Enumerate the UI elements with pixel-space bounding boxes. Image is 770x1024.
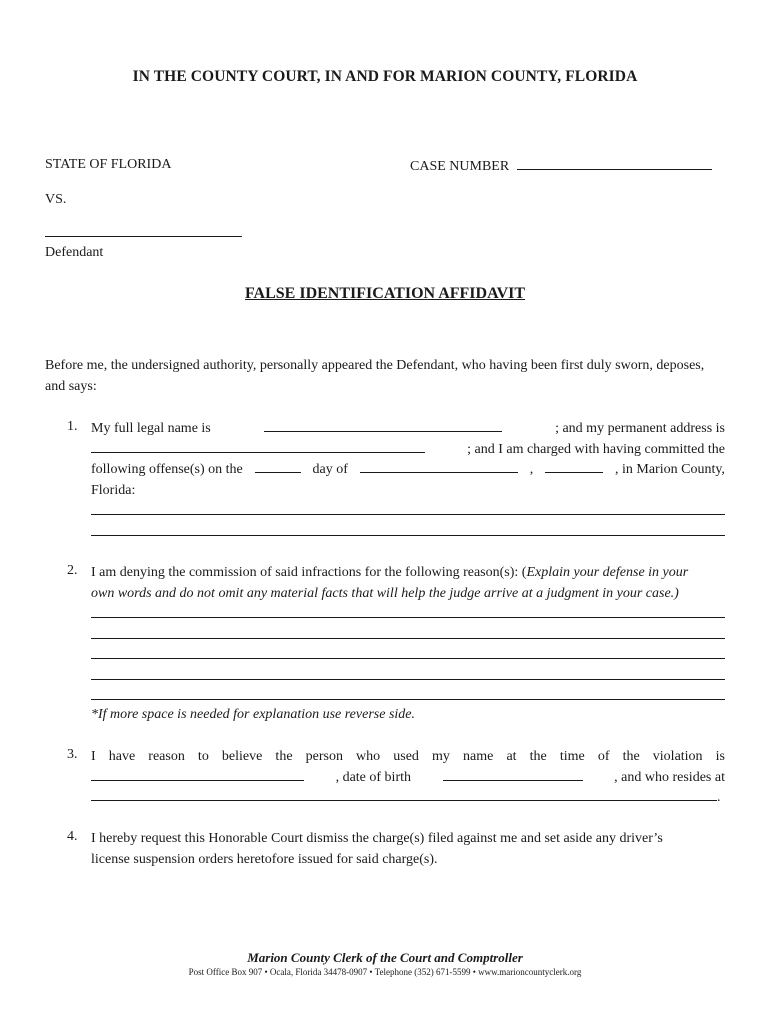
permanent-address-field[interactable] bbox=[91, 440, 425, 453]
item-3-text-4: . bbox=[717, 790, 721, 805]
item-2-instruction-2: own words and do not omit any material facts that will help the judge arrive at a judgment in your case.) bbox=[91, 585, 679, 601]
item-1-text-5: day of bbox=[312, 462, 348, 477]
defendant-name-field[interactable] bbox=[45, 236, 242, 237]
document-title: FALSE IDENTIFICATION AFFIDAVIT bbox=[244, 285, 526, 302]
item-1-text-7: , in Marion County, bbox=[615, 462, 725, 477]
item-3-paragraph bbox=[91, 747, 725, 809]
offense-day-field[interactable] bbox=[255, 460, 301, 473]
court-heading: IN THE COUNTY COURT, IN AND FOR MARION COUNTY, FLORIDA bbox=[132, 68, 638, 85]
defense-line-4[interactable] bbox=[91, 679, 725, 680]
defense-line-1[interactable] bbox=[91, 617, 725, 618]
item-2-paragraph bbox=[91, 563, 725, 604]
item-1-text-1: My full legal name is bbox=[91, 421, 211, 436]
item-4-number: 4. bbox=[67, 829, 78, 844]
item-1-paragraph bbox=[91, 419, 725, 501]
footer-office: Marion County Clerk of the Court and Comptroller bbox=[247, 950, 523, 965]
defense-line-5[interactable] bbox=[91, 699, 725, 700]
defendant-label: Defendant bbox=[45, 245, 104, 260]
item-1-number: 1. bbox=[67, 419, 78, 434]
case-number-row bbox=[410, 157, 712, 175]
item-4-paragraph bbox=[91, 829, 725, 870]
item-3-text-1: I have reason to believe the person who used my name at the time of the violation is bbox=[91, 749, 725, 764]
item-3-number: 3. bbox=[67, 747, 78, 762]
state-label: STATE OF FLORIDA bbox=[45, 157, 172, 172]
item-1-text-6: , bbox=[529, 462, 534, 477]
footer-contact: Post Office Box 907 • Ocala, Florida 34478-0907 • Telephone (352) 671-5599 • www.marioncountyclerk.org bbox=[188, 967, 582, 977]
item-3-text-1-line bbox=[91, 747, 725, 768]
offense-year-field[interactable] bbox=[545, 460, 603, 473]
item-1-text-8: Florida: bbox=[91, 482, 136, 498]
offense-line-1[interactable] bbox=[91, 514, 725, 515]
item-3-text-2: , date of birth bbox=[335, 769, 411, 785]
reverse-side-note: *If more space is needed for explanation use reverse side. bbox=[91, 707, 415, 722]
case-number-field[interactable] bbox=[517, 157, 712, 170]
defense-line-3[interactable] bbox=[91, 658, 725, 659]
item-1-text-4: following offense(s) on the bbox=[91, 462, 243, 477]
item-1-text-3: ; and I am charged with having committed the bbox=[467, 441, 725, 457]
vs-label: VS. bbox=[45, 192, 67, 207]
offense-line-2[interactable] bbox=[91, 535, 725, 536]
item-3-text-3: , and who resides at bbox=[614, 769, 725, 785]
item-4-text-2: license suspension orders heretofore issued for said charge(s). bbox=[91, 851, 438, 867]
intro-paragraph: Before me, the undersigned authority, personally appeared the Defendant, who having been first duly sworn, deposes, and says: bbox=[45, 358, 705, 394]
legal-name-field[interactable] bbox=[264, 419, 502, 432]
case-number-label: CASE NUMBER bbox=[410, 159, 510, 174]
item-2-number: 2. bbox=[67, 563, 78, 578]
item-2-text-1: I am denying the commission of said infractions for the following reason(s): ( bbox=[91, 565, 527, 580]
item-4-text-1: I hereby request this Honorable Court dismiss the charge(s) filed against me and set aside any driver’s bbox=[91, 831, 663, 846]
offense-month-field[interactable] bbox=[360, 460, 518, 473]
item-1-text-2: ; and my permanent address is bbox=[555, 421, 725, 436]
suspect-address-field[interactable] bbox=[91, 788, 717, 801]
item-2-instruction-1: Explain your defense in your bbox=[526, 565, 689, 580]
defense-line-2[interactable] bbox=[91, 638, 725, 639]
suspect-dob-field[interactable] bbox=[443, 768, 583, 781]
suspect-name-field[interactable] bbox=[91, 768, 304, 781]
